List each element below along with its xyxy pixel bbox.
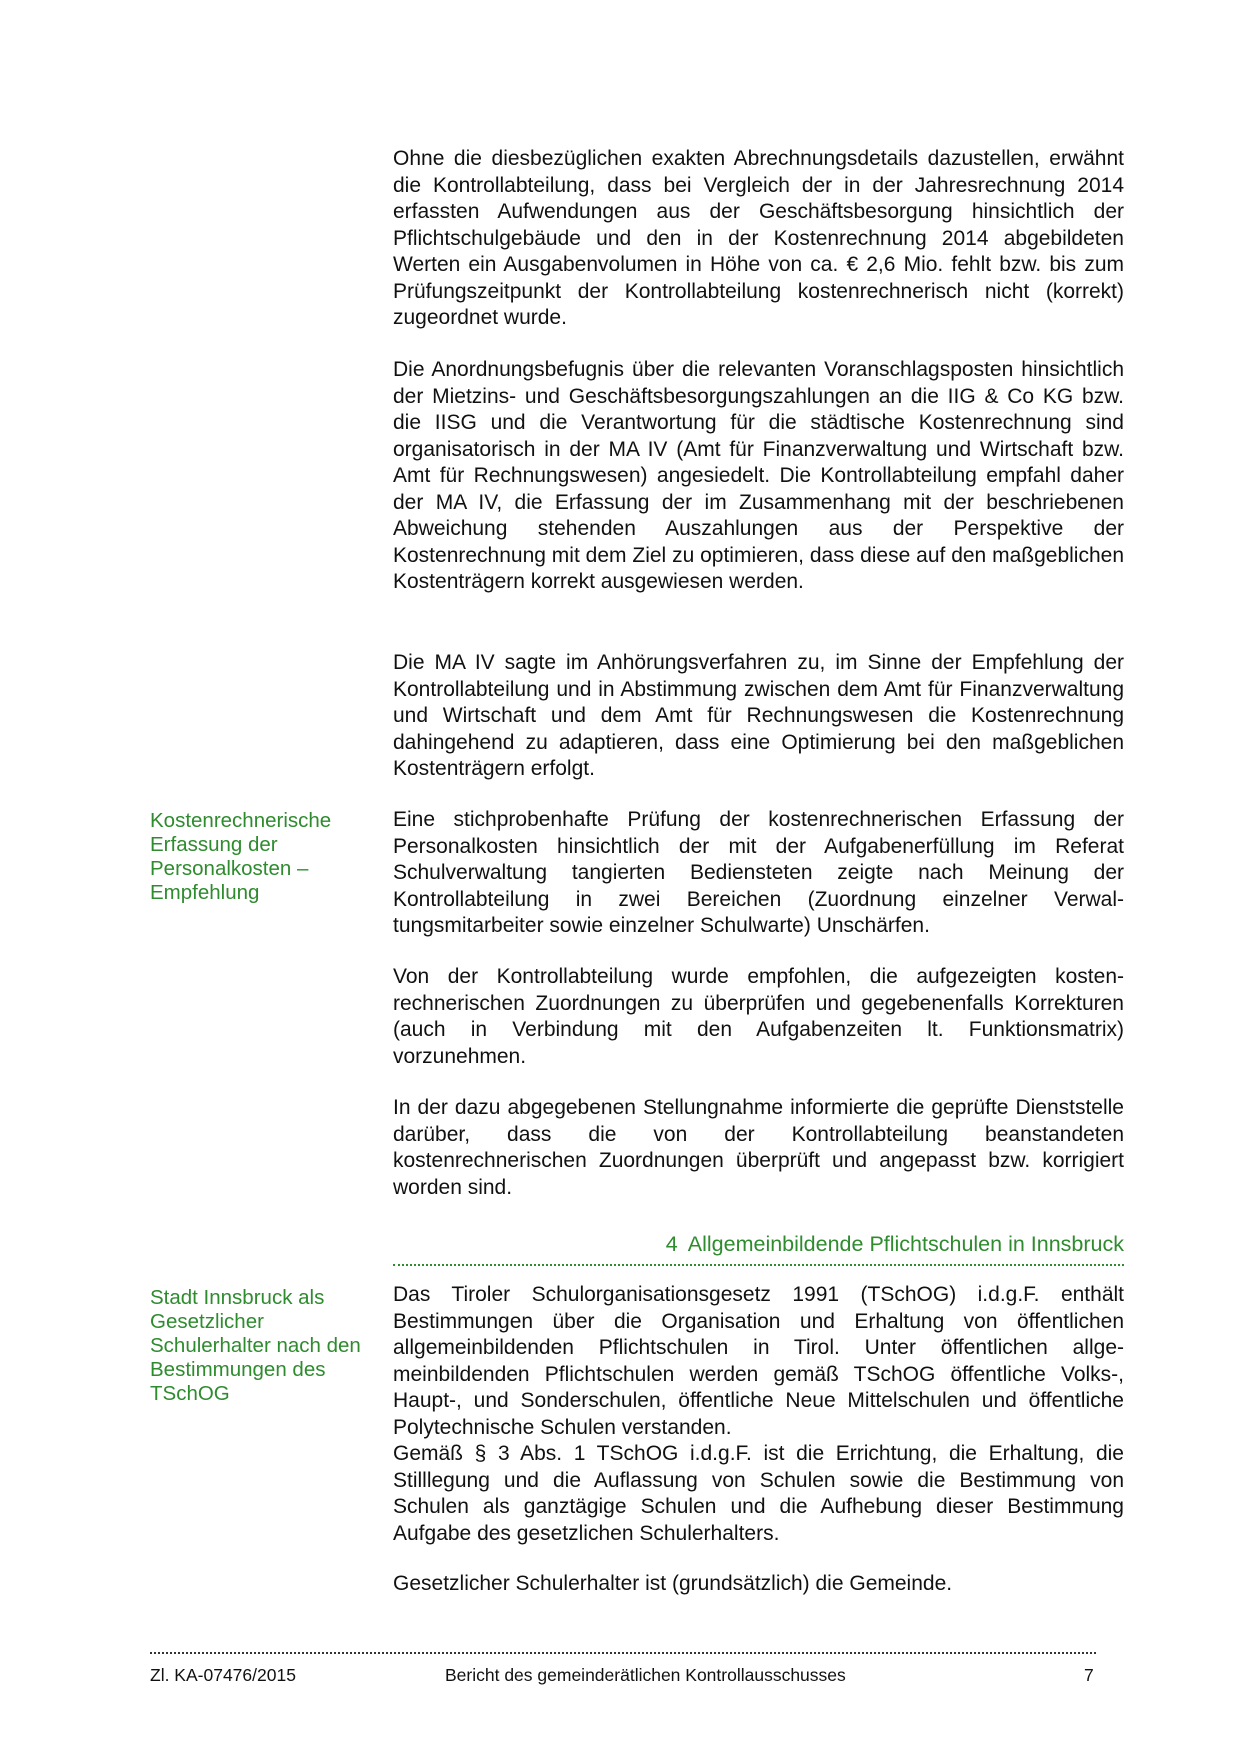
side-note-line: Empfehlung: [150, 881, 260, 904]
section-number: 4: [665, 1232, 678, 1256]
side-note-line: Bestimmungen des: [150, 1358, 326, 1381]
side-note-line: Erfassung der: [150, 833, 278, 856]
paragraph-statement: In der dazu abgegebenen Stellungnahme informierte die geprüfte Dienststelle darüber, dass die von der Kontrollabteilung beanstandeten kostenrechnerischen Zuordnungen überprüft und angepasst bzw. korrigiert worden sind.: [393, 1096, 1124, 1199]
main-column-response: [393, 650, 1124, 783]
paragraph-recommendation: Von der Kontrollabteilung wurde empfohlen, die aufgezeigten kostenrechnerischen Zuordnungen zu überprüfen und gegebenenfalls Korrekturen (auch in Verbindung mit den Aufgabenzeiten lt. Funktionsmatrix) vorzunehmen.: [393, 965, 1124, 1068]
main-column-authority: [393, 357, 1124, 596]
main-column-law: [393, 1282, 1124, 1547]
paragraph-order-authority: Die Anordnungsbefugnis über die relevanten Voranschlagsposten hinsichtlich der Mietzins- und Geschäftsbesorgungszahlungen an die IIG & Co KG bzw. die IISG und die Verantwortung für die städtische Kostenrechnung sind organisatorisch in der MA IV (Amt für Finanzverwaltung und Wirtschaft bzw. Amt für Rechnungswesen) angesiedelt. Die Kontrollabteilung empfahl daher der MA IV, die Erfassung der im Zusammenhang mit der beschriebenen Abweichung stehenden Auszahlungen aus der Perspektive der Kostenrechnung mit dem Ziel zu optimieren, dass diese auf den maßgeblichen Kostenträgern korrekt ausgewiesen werden.: [393, 358, 1124, 593]
side-note-line: Gesetzlicher: [150, 1310, 264, 1333]
main-column-statement: [393, 1095, 1124, 1201]
side-note-personnel-costs: [150, 809, 370, 905]
main-column-sample-check: [393, 807, 1124, 940]
side-note-line: Stadt Innsbruck als: [150, 1286, 325, 1309]
footer-page-number: 7: [1084, 1665, 1094, 1685]
side-note-line: Kostenrechnerische: [150, 809, 332, 832]
paragraph-municipality: Gesetzlicher Schulerhalter ist (grundsätzlich) die Gemeinde.: [393, 1572, 953, 1595]
section-heading: [393, 1230, 1124, 1266]
footer-reference: Zl. KA-07476/2015: [150, 1665, 296, 1685]
paragraph-accounting-gap: Ohne die diesbezüglichen exakten Abrechnungsdetails dazustellen, erwähnt die Kontrollabteilung, dass bei Vergleich der in der Jahresrechnung 2014 erfassten Aufwendungen aus der Geschäftsbesorgung hinsichtlich der Pflichtschulgebäude und den in der Kostenrechnung 2014 abgebildeten Werten ein Ausgabenvolumen in Höhe von ca. € 2,6 Mio. fehlt bzw. bis zum Prüfungszeitpunkt der Kontrollabteilung kostenrechnerisch nicht (korrekt) zugeordnet wurde.: [393, 147, 1124, 329]
paragraph-section-3: Gemäß § 3 Abs. 1 TSchOG i.d.g.F. ist die Errichtung, die Erhaltung, die Stilllegung und die Auflassung von Schulen sowie die Bestimmung von Schulen als ganztägige Schulen und die Aufhebung dieser Bestimmung Aufgabe des gesetzlichen Schulerhalters.: [393, 1442, 1124, 1545]
side-note-line: Schulerhalter nach den: [150, 1334, 361, 1357]
main-column-top: [393, 146, 1124, 332]
main-column-recommendation: [393, 964, 1124, 1070]
footer-divider: [150, 1652, 1096, 1654]
main-column-municipality: [393, 1571, 1124, 1598]
side-note-line: TSchOG: [150, 1382, 230, 1405]
paragraph-school-law: Das Tiroler Schulorganisationsgesetz 1991 (TSchOG) i.d.g.F. enthält Bestimmungen über die Organisation und Erhaltung von öffentlichen allgemeinbildenden Pflichtschulen in Tirol. Unter öffentlichen allgemeinbildenden Pflichtschulen werden gemäß TSchOG öffentliche Volks-, Haupt-, und Sonderschulen, öffentliche Neue Mittelschulen und öffentliche Polytechnische Schulen verstanden.: [393, 1283, 1124, 1439]
side-note-school-maintainer: [150, 1286, 370, 1406]
paragraph-ma-iv-response: Die MA IV sagte im Anhörungsverfahren zu, im Sinne der Empfehlung der Kontrollabteilung und in Abstimmung zwischen dem Amt für Finanzverwaltung und Wirtschaft und dem Amt für Rechnungswesen die Kostenrechnung dahingehend zu adaptieren, dass eine Optimierung bei den maßgeblichen Kostenträgern erfolgt.: [393, 651, 1124, 780]
paragraph-sample-check: Eine stichprobenhafte Prüfung der kostenrechnerischen Erfassung der Personalkosten hinsichtlich der mit der Aufgabenerfüllung im Referat Schulverwaltung tangierten Bediensteten zeigte nach Meinung der Kontrollabteilung in zwei Bereichen (Zuordnung einzelner Verwaltungsmitarbeiter sowie einzelner Schulwarte) Unschärfen.: [393, 808, 1124, 937]
section-title: Allgemeinbildende Pflichtschulen in Innsbruck: [687, 1232, 1124, 1256]
side-note-line: Personalkosten –: [150, 857, 309, 880]
footer-report-title: Bericht des gemeinderätlichen Kontrollausschusses: [445, 1665, 846, 1685]
